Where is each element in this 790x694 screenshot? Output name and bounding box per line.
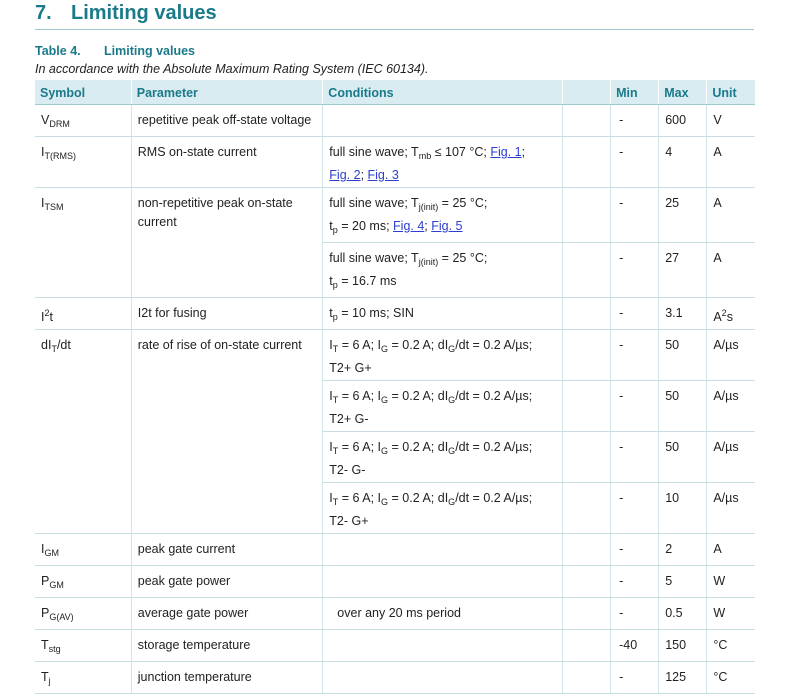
blank-cell	[562, 483, 610, 534]
conditions-cell	[323, 566, 563, 598]
min-cell: -	[611, 105, 659, 137]
table-caption	[35, 44, 195, 58]
blank-cell	[562, 566, 610, 598]
limiting-values-table	[35, 80, 755, 694]
unit-cell: W	[707, 598, 755, 630]
table-row	[35, 534, 755, 566]
min-cell: -	[611, 598, 659, 630]
min-cell: -	[611, 566, 659, 598]
fig-3-link[interactable]: Fig. 3	[367, 168, 399, 182]
min-cell: -40	[611, 630, 659, 662]
max-cell: 4	[659, 137, 707, 188]
symbol-cell: $V_{DRM}$	[35, 105, 131, 137]
table-row	[35, 137, 755, 188]
max-cell: 50	[659, 432, 707, 483]
symbol-cell: $P_{GM}$	[35, 566, 131, 598]
min-cell: -	[611, 298, 659, 330]
max-cell: 2	[659, 534, 707, 566]
conditions-cell: full sine wave; $T_{j(init)} = 25$ °C; $t_p = 20$ ms; Fig. 4; Fig. 5	[323, 188, 563, 243]
fig-4-link[interactable]: Fig. 4	[393, 219, 425, 233]
parameter-cell: non-repetitive peak on-state current	[131, 188, 323, 298]
unit-cell: A	[707, 188, 755, 243]
min-cell: -	[611, 483, 659, 534]
header-max: Max	[659, 80, 707, 105]
header-conditions: Conditions	[323, 80, 563, 105]
max-cell: 5	[659, 566, 707, 598]
unit-cell: A/µs	[707, 432, 755, 483]
min-cell: -	[611, 534, 659, 566]
min-cell: -	[611, 137, 659, 188]
max-cell: 150	[659, 630, 707, 662]
conditions-cell: full sine wave; $T_{j(init)} = 25$ °C; $t_p = 16.7$ ms	[323, 243, 563, 298]
conditions-cell	[323, 105, 563, 137]
blank-cell	[562, 298, 610, 330]
fig-2-link[interactable]: Fig. 2	[329, 168, 361, 182]
unit-cell: A/µs	[707, 381, 755, 432]
symbol-cell: $T_j$	[35, 662, 131, 694]
section-number: 7.	[35, 2, 52, 24]
unit-cell: A	[707, 534, 755, 566]
min-cell: -	[611, 330, 659, 381]
conditions-cell: full sine wave; $T_{mb} \le 107$ °C; Fig. 1; Fig. 2; Fig. 3	[323, 137, 563, 188]
blank-cell	[562, 662, 610, 694]
table-row	[35, 566, 755, 598]
symbol-cell: $I_{TSM}$	[35, 188, 131, 298]
table-row	[35, 105, 755, 137]
table-row	[35, 298, 755, 330]
header-min: Min	[611, 80, 659, 105]
max-cell: 10	[659, 483, 707, 534]
title-divider	[35, 29, 754, 30]
header-blank	[562, 80, 610, 105]
conditions-cell	[323, 630, 563, 662]
symbol-cell: $I_{GM}$	[35, 534, 131, 566]
blank-cell	[562, 137, 610, 188]
parameter-cell: average gate power	[131, 598, 323, 630]
section-title	[35, 2, 217, 25]
blank-cell	[562, 188, 610, 243]
parameter-cell: I2t for fusing	[131, 298, 323, 330]
conditions-cell: $I_T = 6$ A; $I_G = 0.2$ A; $dI_G/dt = 0.2$ A/µs; T2+ G-	[323, 381, 563, 432]
conditions-cell	[323, 662, 563, 694]
table-note: In accordance with the Absolute Maximum Rating System (IEC 60134).	[35, 62, 429, 76]
table-number: Table 4.	[35, 44, 81, 58]
max-cell: 125	[659, 662, 707, 694]
parameter-cell: peak gate power	[131, 566, 323, 598]
blank-cell	[562, 630, 610, 662]
max-cell: 50	[659, 381, 707, 432]
parameter-cell: peak gate current	[131, 534, 323, 566]
min-cell: -	[611, 188, 659, 243]
blank-cell	[562, 243, 610, 298]
table-header-row	[35, 80, 755, 105]
fig-1-link[interactable]: Fig. 1	[490, 145, 522, 159]
symbol-cell: $I_{T(RMS)}$	[35, 137, 131, 188]
min-cell: -	[611, 662, 659, 694]
symbol-cell: $T_{stg}$	[35, 630, 131, 662]
fig-5-link[interactable]: Fig. 5	[431, 219, 463, 233]
min-cell: -	[611, 432, 659, 483]
unit-cell: A	[707, 243, 755, 298]
unit-cell: W	[707, 566, 755, 598]
max-cell: 50	[659, 330, 707, 381]
conditions-cell: $I_T = 6$ A; $I_G = 0.2$ A; $dI_G/dt = 0.2$ A/µs; T2- G+	[323, 483, 563, 534]
conditions-cell: $I_T = 6$ A; $I_G = 0.2$ A; $dI_G/dt = 0.2$ A/µs; T2+ G+	[323, 330, 563, 381]
unit-cell: °C	[707, 630, 755, 662]
symbol-cell: $I^2t$	[35, 298, 131, 330]
section-heading: Limiting values	[71, 2, 217, 24]
header-symbol: Symbol	[35, 80, 131, 105]
header-unit: Unit	[707, 80, 755, 105]
max-cell: 600	[659, 105, 707, 137]
parameter-cell: repetitive peak off-state voltage	[131, 105, 323, 137]
symbol-cell: $dI_T/dt$	[35, 330, 131, 534]
max-cell: 25	[659, 188, 707, 243]
unit-cell: A	[707, 137, 755, 188]
parameter-cell: storage temperature	[131, 630, 323, 662]
blank-cell	[562, 381, 610, 432]
max-cell: 27	[659, 243, 707, 298]
unit-cell: $A^2s$	[707, 298, 755, 330]
max-cell: 0.5	[659, 598, 707, 630]
table-row	[35, 630, 755, 662]
max-cell: 3.1	[659, 298, 707, 330]
blank-cell	[562, 330, 610, 381]
unit-cell: °C	[707, 662, 755, 694]
conditions-cell: over any 20 ms period	[323, 598, 563, 630]
parameter-cell: RMS on-state current	[131, 137, 323, 188]
table-caption-text: Limiting values	[104, 44, 195, 58]
symbol-cell: $P_{G(AV)}$	[35, 598, 131, 630]
table-row	[35, 188, 755, 243]
parameter-cell: rate of rise of on-state current	[131, 330, 323, 534]
blank-cell	[562, 432, 610, 483]
conditions-cell: $I_T = 6$ A; $I_G = 0.2$ A; $dI_G/dt = 0.2$ A/µs; T2- G-	[323, 432, 563, 483]
table-row	[35, 662, 755, 694]
conditions-cell: $t_p = 10$ ms; SIN	[323, 298, 563, 330]
unit-cell: A/µs	[707, 483, 755, 534]
min-cell: -	[611, 243, 659, 298]
blank-cell	[562, 105, 610, 137]
unit-cell: A/µs	[707, 330, 755, 381]
parameter-cell: junction temperature	[131, 662, 323, 694]
blank-cell	[562, 534, 610, 566]
header-parameter: Parameter	[131, 80, 323, 105]
table-row	[35, 330, 755, 381]
conditions-cell	[323, 534, 563, 566]
min-cell: -	[611, 381, 659, 432]
unit-cell: V	[707, 105, 755, 137]
